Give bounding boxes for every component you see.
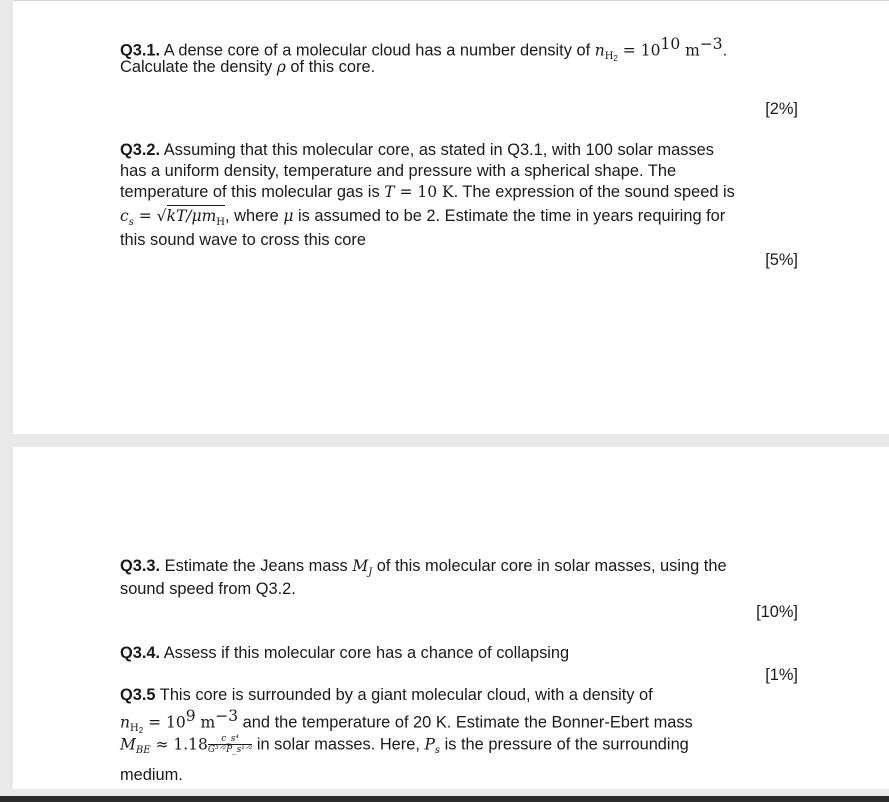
q35-label: Q3.5	[120, 686, 156, 704]
q31-line-2: Calculate the density ρ of this core.	[120, 58, 376, 76]
q32-label: Q3.2.	[120, 141, 161, 159]
q34-mark: [1%]	[765, 666, 798, 684]
bottom-bar	[0, 796, 889, 802]
q33-mark: [10%]	[756, 603, 798, 621]
q35-line-3: $M_{BE} \approx 1.18$ $\frac{\text{c\_s⁴}}{\text{G³ᐟ²P\_s¹ᐟ²}}$ in solar masses. Here, $P_s$ is the pressure of the surrounding	[120, 734, 689, 757]
q34-line: Q3.4. Assess if this molecular core has a chance of collapsing	[120, 644, 570, 662]
q32-mark: [5%]	[765, 251, 798, 269]
q32-line-5: this sound wave to cross this core	[120, 231, 366, 249]
q35-line-2: $n_{H_2} = 10^9$ $m^{-3}$ and the temperature of 20 K. Estimate the Bonner-Ebert mass	[120, 707, 693, 736]
q31-label: Q3.1.	[120, 41, 161, 60]
document-page-2	[13, 447, 889, 789]
q35-line-4: medium.	[120, 766, 183, 784]
q32-line-3: temperature of this molecular gas is T = 10 K. The expression of the sound speed is	[120, 183, 735, 201]
q32-line-2: has a uniform density, temperature and pressure with a spherical shape. The	[120, 162, 677, 180]
q33-line-2: sound speed from Q3.2.	[120, 580, 296, 598]
q32-line-1: Q3.2. Assuming that this molecular core, as stated in Q3.1, with 100 solar masses	[120, 141, 714, 159]
document-page-1	[13, 0, 889, 434]
q33-label: Q3.3.	[120, 557, 161, 575]
q35-line-1: Q3.5 This core is surrounded by a giant molecular cloud, with a density of	[120, 686, 653, 704]
bonnor-ebert-fraction: $\frac{\text{c\_s⁴}}{\text{G³ᐟ²P\_s¹ᐟ²}}$	[207, 734, 253, 755]
q33-line-1: Q3.3. Estimate the Jeans mass $M_J$ of this molecular core in solar masses, using the	[120, 557, 727, 578]
q34-label: Q3.4.	[120, 644, 161, 662]
q31-mark: [2%]	[765, 100, 798, 118]
q32-line-4: $c_s = √kT/\mu m_H$, where μ is assumed to be 2. Estimate the time in years requiring for	[120, 207, 726, 228]
q31-line-1: Q3.1. A dense core of a molecular cloud has a number density of $n_{H_2} = 10^{10}$ $m^{-3}$.	[120, 35, 728, 64]
